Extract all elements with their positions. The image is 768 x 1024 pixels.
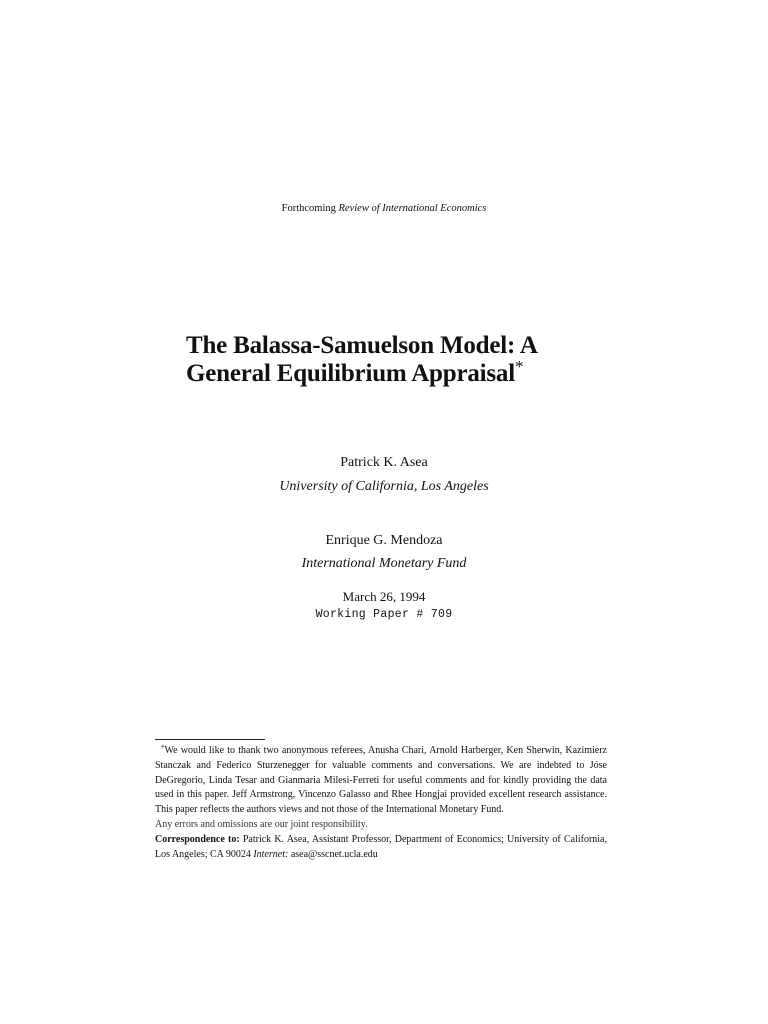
title-line-2 xyxy=(186,357,606,388)
forthcoming-prefix: Forthcoming xyxy=(281,203,336,214)
journal-name: Review of International Economics xyxy=(338,203,487,214)
contact-email: asea@sscnet.ucla.edu xyxy=(290,848,378,860)
forthcoming-note xyxy=(0,203,768,214)
working-paper-number: Working Paper # 709 xyxy=(315,608,453,621)
author-name-2: Enrique G. Mendoza xyxy=(325,533,443,548)
correspondence-label: Correspondence to: xyxy=(155,833,240,845)
paper-date: March 26, 1994 xyxy=(342,589,426,604)
correspondence-paragraph xyxy=(155,833,607,863)
title-footnote-mark: * xyxy=(514,357,524,376)
title-line-2-text: General Equilibrium Appraisal xyxy=(186,360,515,387)
internet-label: Internet: xyxy=(253,848,289,860)
title-footnote xyxy=(155,744,607,862)
errors-note: Any errors and omissions are our joint responsibility. xyxy=(155,818,368,830)
correspondence-text: Patrick K. Asea, Assistant Professor, Department of Economics; University of California, Los Angeles; CA 90024 xyxy=(155,833,607,860)
author-name-1: Patrick K. Asea xyxy=(340,455,428,470)
paper-title xyxy=(186,332,606,388)
acknowledgements-text: We would like to thank two anonymous referees, Anusha Chari, Arnold Harberger, Ken Sherwin, Kazimierz Stanczak and Federico Sturzenegger for valuable comments and conversations. We are indebted to Jóse DeGregorio, Linda Tesar and Gianmaria Milesi-Ferreti for useful comments and for kindly providing the data used in this paper. Jeff Armstrong, Vincenzo Galasso and Rhee Hongjai provided excellent research assistance. This paper reflects the authors views and not those of the International Monetary Fund. xyxy=(155,745,607,816)
title-line-1: The Balassa-Samuelson Model: A xyxy=(186,332,538,359)
acknowledgements-paragraph xyxy=(155,744,607,818)
footnote-divider xyxy=(155,739,265,740)
author-affiliation-2: International Monetary Fund xyxy=(301,556,467,571)
footnote-mark: * xyxy=(161,744,165,752)
author-affiliation-1: University of California, Los Angeles xyxy=(279,479,489,494)
